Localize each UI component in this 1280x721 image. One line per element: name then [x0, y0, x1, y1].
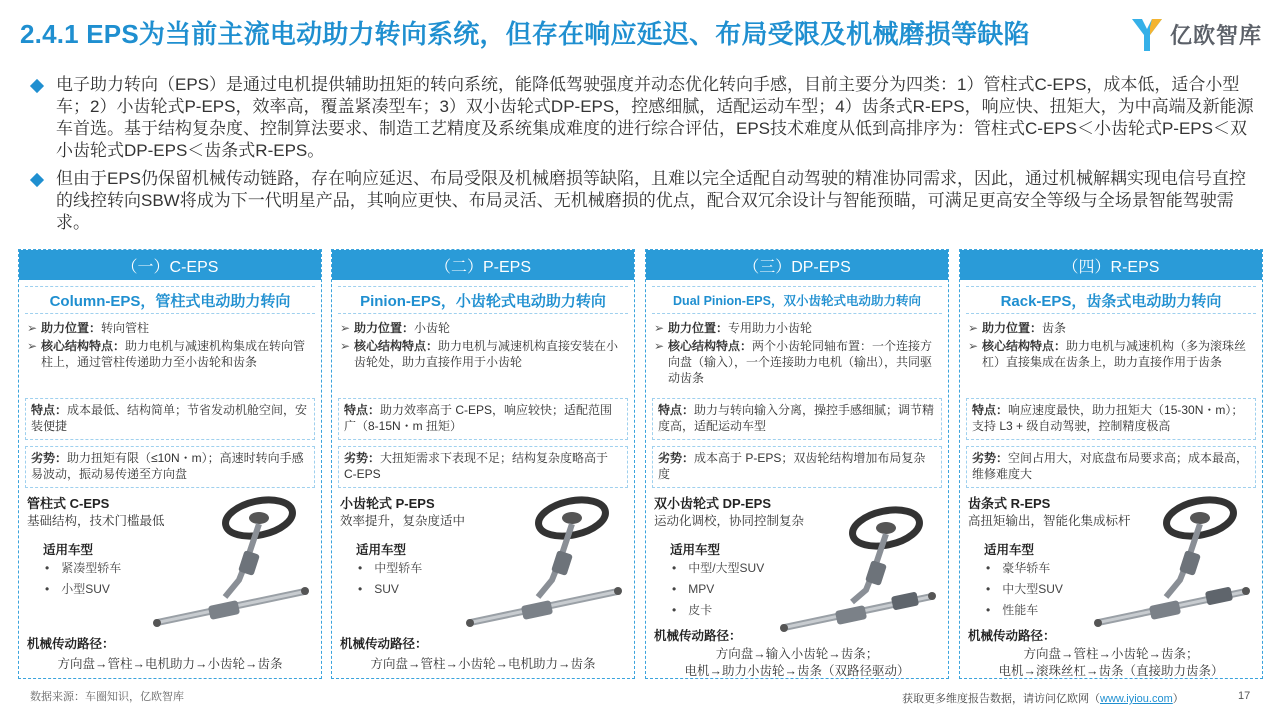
- footer-more-prefix: 获取更多维度报告数据，请访问亿欧网（: [902, 693, 1100, 705]
- weakness-box: [25, 446, 315, 488]
- vehicle-item: • MPV: [672, 579, 764, 600]
- features-box: [652, 398, 942, 440]
- features-box: [25, 398, 315, 440]
- type-description: 运动化调校，协同控制复杂: [654, 514, 805, 528]
- features-label: 特点：: [31, 403, 68, 417]
- type-description: 基础结构，技术门槛最低: [27, 514, 165, 528]
- mechanical-path-title: 机械传动路径：: [27, 637, 115, 651]
- arrow-bullet-icon: ➢: [27, 339, 38, 353]
- vehicle-title: 适用车型: [356, 543, 407, 557]
- vehicle-item: • 紧凑型轿车: [45, 558, 121, 579]
- arrow-bullet-icon: ➢: [654, 321, 665, 335]
- vehicle-item: • SUV: [358, 579, 422, 600]
- vehicle-list: [672, 558, 764, 621]
- intro-paragraph-1: 电子助力转向（EPS）是通过电机提供辅助扭矩的转向系统，能降低驾驶强度并动态优化转向手感，目前主要分为四类：1）管柱式C-EPS，成本低，适合小型车；2）小齿轮式P-EPS，效率高，覆盖紧凑型车；3）双小齿轮式DP-EPS，控感细腻，适配运动车型；4）齿条式R-EPS，响应快、扭矩大，为中高端及新能源车首选。基于结构复杂度、控制算法要求、制造工艺精度及系统集成难度的进行综合评估，EPS技术难度从低到高排序为：管柱式C-EPS＜小齿轮式P-EPS＜双小齿轮式DP-EPS＜齿条式R-EPS。: [56, 75, 1254, 160]
- assist-position-label: 助力位置：: [982, 321, 1043, 335]
- assist-position-value: 转向管柱: [101, 321, 150, 335]
- weakness-label: 劣势：: [658, 451, 695, 465]
- core-structure-label: 核心结构特点：: [354, 339, 439, 353]
- type-description: 效率提升，复杂度适中: [340, 514, 466, 528]
- vehicle-title: 适用车型: [43, 543, 94, 557]
- logo-icon: [1130, 15, 1164, 53]
- core-structure-value: 助力电机与减速机构直接安装在小齿轮处，助力直接作用于小齿轮: [354, 339, 619, 369]
- mechanical-path-line-2: 电机→滚珠丝杠→齿条（直接助力齿条）: [998, 664, 1224, 678]
- core-structure-value: 助力电机与减速机构（多为滚珠丝杠）直接集成在齿条上，助力直接作用于齿条: [982, 339, 1247, 369]
- core-structure-label: 核心结构特点：: [668, 339, 753, 353]
- card-subtitle: Dual Pinion-EPS，双小齿轮式电动助力转向: [652, 286, 942, 314]
- vehicle-item: • 中型轿车: [358, 558, 422, 579]
- mechanical-path-line-1: 方向盘→管柱→电机助力→小齿轮→齿条: [57, 657, 283, 671]
- assist-position-value: 小齿轮: [414, 321, 451, 335]
- assist-position-value: 专用助力小齿轮: [728, 321, 813, 335]
- vehicle-item: • 性能车: [986, 600, 1063, 621]
- eps-card-3: [645, 249, 949, 679]
- arrow-bullet-icon: ➢: [340, 339, 351, 353]
- assist-position-label: 助力位置：: [668, 321, 729, 335]
- mechanical-path-line-1: 方向盘→管柱→小齿轮→电机助力→齿条: [370, 657, 596, 671]
- steering-assembly-illustration: [1088, 490, 1258, 645]
- card-header: （一）C-EPS: [19, 250, 321, 280]
- card-subtitle: Pinion-EPS，小齿轮式电动助力转向: [338, 286, 628, 314]
- type-name: 小齿轮式 P-EPS: [340, 496, 435, 511]
- type-name: 双小齿轮式 DP-EPS: [654, 496, 772, 511]
- arrow-bullet-icon: ➢: [968, 321, 979, 335]
- card-structure: [654, 320, 940, 386]
- vehicle-item: • 中型/大型SUV: [672, 558, 764, 579]
- card-header: （三）DP-EPS: [646, 250, 948, 280]
- page-title: 2.4.1 EPS为当前主流电动助力转向系统，但存在响应延迟、布局受限及机械磨损等缺陷: [20, 19, 1030, 49]
- features-box: [338, 398, 628, 440]
- steering-assembly-illustration: [460, 490, 630, 645]
- intro-section: [30, 74, 1260, 240]
- weakness-label: 劣势：: [31, 451, 68, 465]
- weakness-value: 空间占用大，对底盘布局要求高；成本最高，维修难度大: [972, 451, 1249, 481]
- core-structure-value: 两个小齿轮同轴布置：一个连接方向盘（输入），一个连接助力电机（输出），共同驱动齿条: [668, 339, 933, 385]
- mechanical-path-title: 机械传动路径：: [654, 629, 742, 643]
- features-label: 特点：: [658, 403, 695, 417]
- mechanical-path-line-1: 方向盘→输入小齿轮→齿条；: [715, 647, 879, 661]
- vehicle-title: 适用车型: [670, 543, 721, 557]
- weakness-value: 成本高于 P-EPS；双齿轮结构增加布局复杂度: [658, 451, 926, 481]
- weakness-label: 劣势：: [344, 451, 381, 465]
- website-link[interactable]: www.iyiou.com: [1100, 693, 1173, 705]
- assist-position-value: 齿条: [1042, 321, 1067, 335]
- eps-card-1: [18, 249, 322, 679]
- card-structure: [340, 320, 626, 370]
- data-source: 数据来源：车圈知识，亿欧智库: [30, 691, 184, 703]
- mechanical-path-line-2: 电机→助力小齿轮→齿条（双路径驱动）: [684, 664, 910, 678]
- card-structure: [27, 320, 313, 370]
- core-structure-label: 核心结构特点：: [41, 339, 126, 353]
- features-value: 助力与转向输入分离，操控手感细腻；调节精度高，适配运动车型: [658, 403, 935, 433]
- mechanical-path-title: 机械传动路径：: [340, 637, 428, 651]
- features-value: 响应速度最快，助力扭矩大（15-30N・m）；支持 L3 + 级自动驾驶，控制精度极高: [972, 403, 1244, 433]
- features-value: 成本最低、结构简单；节省发动机舱空间，安装便捷: [31, 403, 308, 433]
- card-structure: [968, 320, 1254, 370]
- footer-more-suffix: ）: [1172, 693, 1184, 705]
- vehicle-item: • 皮卡: [672, 600, 764, 621]
- footer-more-info: [902, 690, 1184, 706]
- card-header: （四）R-EPS: [960, 250, 1262, 280]
- features-label: 特点：: [972, 403, 1009, 417]
- mechanical-path-title: 机械传动路径：: [968, 629, 1056, 643]
- eps-card-2: [331, 249, 635, 679]
- arrow-bullet-icon: ➢: [654, 339, 665, 353]
- arrow-bullet-icon: ➢: [340, 321, 351, 335]
- weakness-value: 大扭矩需求下表现不足；结构复杂度略高于 C-EPS: [344, 451, 609, 481]
- core-structure-value: 助力电机与减速机构集成在转向管柱上，通过管柱传递助力至小齿轮和齿条: [41, 339, 306, 369]
- vehicle-item: • 小型SUV: [45, 579, 121, 600]
- features-value: 助力效率高于 C-EPS，响应较快；适配范围广（8-15N・m 扭矩）: [344, 403, 613, 433]
- brand-logo: [1130, 12, 1262, 56]
- features-box: [966, 398, 1256, 440]
- vehicle-title: 适用车型: [984, 543, 1035, 557]
- vehicle-list: [45, 558, 121, 600]
- arrow-bullet-icon: ➢: [968, 339, 979, 353]
- core-structure-label: 核心结构特点：: [982, 339, 1067, 353]
- vehicle-item: • 豪华轿车: [986, 558, 1063, 579]
- card-subtitle: Rack-EPS，齿条式电动助力转向: [966, 286, 1256, 314]
- type-name: 管柱式 C-EPS: [27, 496, 110, 511]
- card-header: （二）P-EPS: [332, 250, 634, 280]
- assist-position-label: 助力位置：: [41, 321, 102, 335]
- arrow-bullet-icon: ➢: [27, 321, 38, 335]
- features-label: 特点：: [344, 403, 381, 417]
- diamond-bullet-icon: [30, 79, 44, 93]
- card-subtitle: Column-EPS，管柱式电动助力转向: [25, 286, 315, 314]
- intro-bullet-2: [30, 168, 1260, 234]
- type-name: 齿条式 R-EPS: [968, 496, 1051, 511]
- vehicle-item: • 中大型SUV: [986, 579, 1063, 600]
- vehicle-list: [358, 558, 422, 600]
- mechanical-path-line-1: 方向盘→管柱→小齿轮→齿条；: [1023, 647, 1199, 661]
- logo-text: 亿欧智库: [1170, 22, 1263, 48]
- intro-paragraph-2: 但由于EPS仍保留机械传动链路，存在响应延迟、布局受限及机械磨损等缺陷，且难以完全适配自动驾驶的精准协同需求，因此，通过机械解耦实现电信号直控的线控转向SBW将成为下一代明星产品，其响应更快、布局灵活、无机械磨损的优点，配合双冗余设计与智能预瞄，可满足更高安全等级与全场景智能驾驶需求。: [56, 169, 1247, 232]
- intro-bullet-1: [30, 74, 1260, 162]
- weakness-box: [338, 446, 628, 488]
- page-number: 17: [1238, 690, 1251, 702]
- weakness-box: [966, 446, 1256, 488]
- diamond-bullet-icon: [30, 173, 44, 187]
- weakness-label: 劣势：: [972, 451, 1009, 465]
- steering-assembly-illustration: [774, 500, 944, 655]
- type-description: 高扭矩输出，智能化集成标杆: [968, 514, 1131, 528]
- eps-card-4: [959, 249, 1263, 679]
- assist-position-label: 助力位置：: [354, 321, 415, 335]
- steering-assembly-illustration: [147, 490, 317, 645]
- weakness-value: 助力扭矩有限（≤10N・m）；高速时转向手感易波动，振动易传递至方向盘: [31, 451, 304, 481]
- vehicle-list: [986, 558, 1063, 621]
- weakness-box: [652, 446, 942, 488]
